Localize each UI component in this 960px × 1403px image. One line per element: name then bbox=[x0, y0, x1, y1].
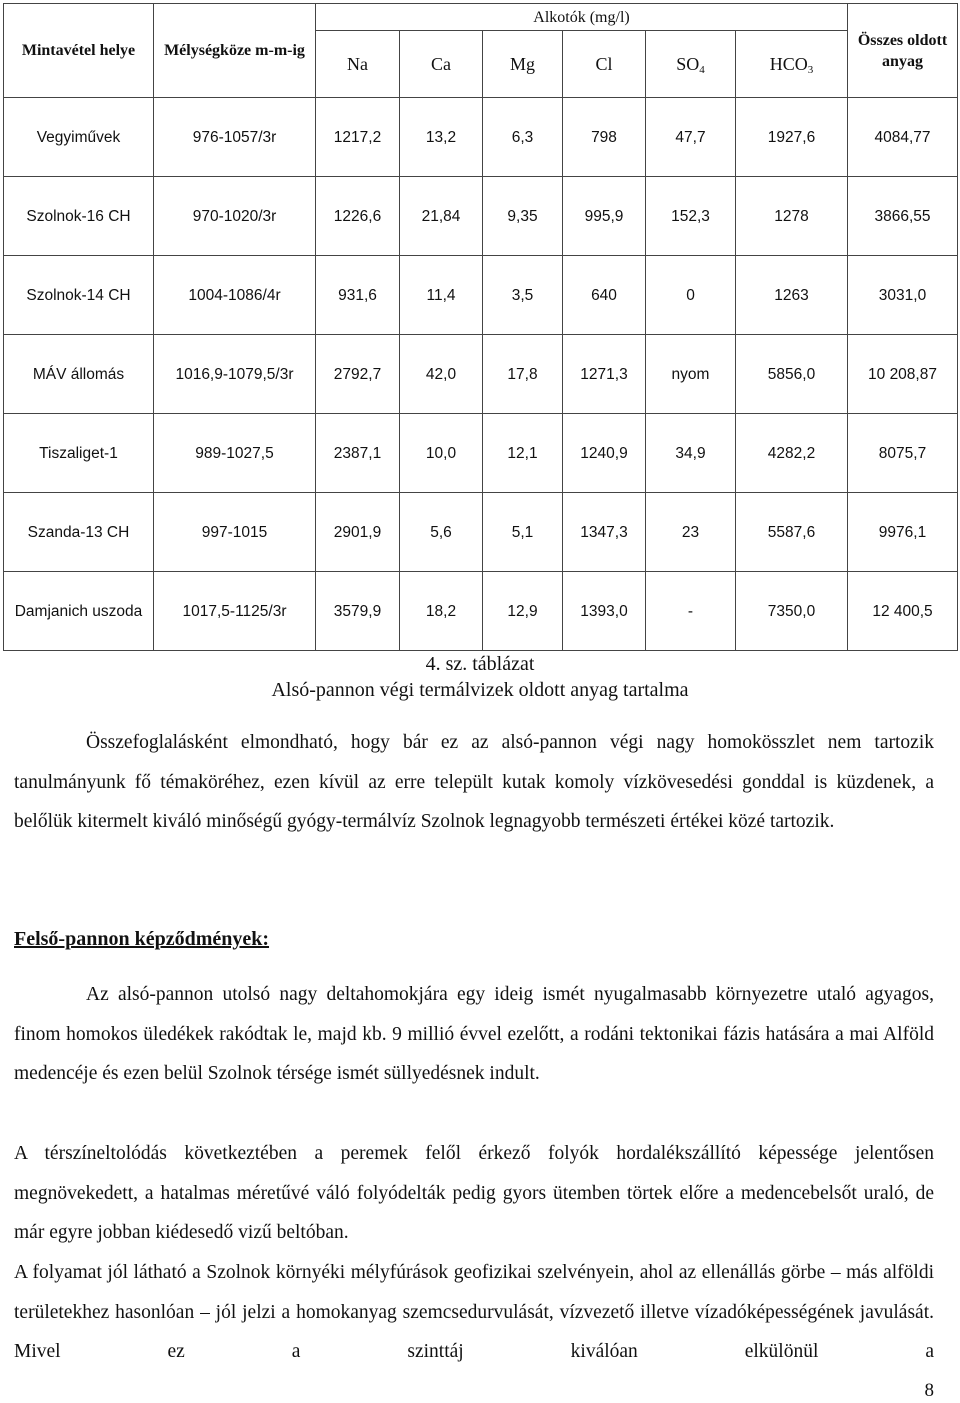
table-cell: 995,9 bbox=[563, 177, 646, 256]
table-cell: 0 bbox=[646, 256, 736, 335]
cell-location: Tiszaliget-1 bbox=[4, 414, 154, 493]
table-cell: 5,1 bbox=[483, 493, 563, 572]
table-cell: 1271,3 bbox=[563, 335, 646, 414]
table-cell: 3,5 bbox=[483, 256, 563, 335]
paragraph-summary: Összefoglalásként elmondható, hogy bár ez az alsó-pannon végi nagy homokösszlet nem tartozik tanulmányunk fő témaköréhez, ezen kívül az erre települt kutak komoly vízkövesedési gonddal is küzdenek, a belőlük kitermelt kiváló minőségű gyógy-termálvíz Szolnok legnagyobb természeti értékei közé tartozik. bbox=[14, 732, 934, 832]
table-cell: 12 400,5 bbox=[848, 572, 958, 651]
cell-location: Szolnok-14 CH bbox=[4, 256, 154, 335]
table-cell: 3866,55 bbox=[848, 177, 958, 256]
paragraph-process: A folyamat jól látható a Szolnok környéki mélyfúrások geofizikai szelvényein, ahol az ellenállás görbe – más alföldi területekhez hasonlóan – jól jelzi a homokanyag szemcsedurvulását, vízvezető illetve vízadóképességének javulását. Mivel ez a szinttáj kiválóan elkülönül a bbox=[14, 1262, 934, 1362]
table-cell: 7350,0 bbox=[736, 572, 848, 651]
table-body bbox=[4, 98, 958, 651]
table-cell: 3031,0 bbox=[848, 256, 958, 335]
table-cell: 10,0 bbox=[400, 414, 483, 493]
table-cell: 1278 bbox=[736, 177, 848, 256]
table-row bbox=[4, 98, 958, 177]
paragraph-shift: A térszíneltolódás következtében a peremek felől érkező folyók hordalékszállító képessége jelentősen megnövekedett, a hatalmas méretűvé váló folyódelták pedig gyors ütemben törtek előre a medencebelsőt uraló, de már egyre jobban kiédesedő vizű beltóban. bbox=[14, 1143, 934, 1243]
table-caption-title: Alsó-pannon végi termálvizek oldott anyag tartalma bbox=[271, 679, 689, 701]
table-cell: 997-1015 bbox=[154, 493, 316, 572]
table-cell: 931,6 bbox=[316, 256, 400, 335]
table-caption-number: 4. sz. táblázat bbox=[425, 653, 535, 675]
table-cell: 1004-1086/4r bbox=[154, 256, 316, 335]
table-row bbox=[4, 572, 958, 651]
table-cell: 13,2 bbox=[400, 98, 483, 177]
header-total-dissolved: Összes oldott anyag bbox=[848, 4, 958, 98]
table-row bbox=[4, 414, 958, 493]
table-cell: 1263 bbox=[736, 256, 848, 335]
cell-location: MÁV állomás bbox=[4, 335, 154, 414]
page-number: 8 bbox=[924, 1380, 934, 1401]
table-cell: 9976,1 bbox=[848, 493, 958, 572]
table-cell: 12,9 bbox=[483, 572, 563, 651]
paragraph-upper-pannonian: Az alsó-pannon utolsó nagy deltahomokjára egy ideig ismét nyugalmasabb környezetre utaló agyagos, finom homokos üledékek rakódtak le, majd kb. 9 millió évvel ezelőtt, a rodáni tektonikai fázis hatására a mai Alföld medencéje és ezen belül Szolnok térsége ismét süllyedésnek indult. bbox=[14, 984, 934, 1084]
table-row bbox=[4, 335, 958, 414]
table-cell: 42,0 bbox=[400, 335, 483, 414]
table-row bbox=[4, 493, 958, 572]
table-cell: 17,8 bbox=[483, 335, 563, 414]
table-cell: 23 bbox=[646, 493, 736, 572]
table-cell: 1017,5-1125/3r bbox=[154, 572, 316, 651]
table-cell: 9,35 bbox=[483, 177, 563, 256]
table-cell: 8075,7 bbox=[848, 414, 958, 493]
table-cell: 2387,1 bbox=[316, 414, 400, 493]
cell-location: Szolnok-16 CH bbox=[4, 177, 154, 256]
header-depth: Mélységköze m-m-ig bbox=[154, 4, 316, 98]
table-cell: 1347,3 bbox=[563, 493, 646, 572]
table-cell: 3579,9 bbox=[316, 572, 400, 651]
table-cell: 970-1020/3r bbox=[154, 177, 316, 256]
table-cell: 2792,7 bbox=[316, 335, 400, 414]
table-cell: 798 bbox=[563, 98, 646, 177]
table-cell: 152,3 bbox=[646, 177, 736, 256]
table-cell: 11,4 bbox=[400, 256, 483, 335]
water-analysis-table bbox=[3, 3, 958, 651]
header-so4: $SO_4$ bbox=[646, 31, 736, 98]
table-cell: 1927,6 bbox=[736, 98, 848, 177]
table-cell: 1217,2 bbox=[316, 98, 400, 177]
cell-location: Damjanich uszoda bbox=[4, 572, 154, 651]
table-cell: nyom bbox=[646, 335, 736, 414]
table-row bbox=[4, 177, 958, 256]
table-cell: 5856,0 bbox=[736, 335, 848, 414]
header-components: Alkotók (mg/l) bbox=[316, 4, 848, 31]
table-cell: 1226,6 bbox=[316, 177, 400, 256]
header-ca: Ca bbox=[400, 31, 483, 98]
table-cell: 640 bbox=[563, 256, 646, 335]
table-cell: 2901,9 bbox=[316, 493, 400, 572]
table-cell: 5,6 bbox=[400, 493, 483, 572]
table-cell: - bbox=[646, 572, 736, 651]
table-cell: 34,9 bbox=[646, 414, 736, 493]
table-cell: 21,84 bbox=[400, 177, 483, 256]
cell-location: Szanda-13 CH bbox=[4, 493, 154, 572]
table-cell: 4084,77 bbox=[848, 98, 958, 177]
header-mg: Mg bbox=[483, 31, 563, 98]
header-location: Mintavétel helye bbox=[4, 4, 154, 98]
table-cell: 1016,9-1079,5/3r bbox=[154, 335, 316, 414]
table-cell: 976-1057/3r bbox=[154, 98, 316, 177]
table-cell: 1393,0 bbox=[563, 572, 646, 651]
table-cell: 6,3 bbox=[483, 98, 563, 177]
table-cell: 12,1 bbox=[483, 414, 563, 493]
table-cell: 4282,2 bbox=[736, 414, 848, 493]
header-na: Na bbox=[316, 31, 400, 98]
header-hco3: $HCO_3$ bbox=[736, 31, 848, 98]
table-cell: 47,7 bbox=[646, 98, 736, 177]
table-cell: 10 208,87 bbox=[848, 335, 958, 414]
table-cell: 18,2 bbox=[400, 572, 483, 651]
table-row bbox=[4, 256, 958, 335]
section-heading: Felső-pannon képződmények: bbox=[14, 928, 270, 950]
header-cl: Cl bbox=[563, 31, 646, 98]
cell-location: Vegyiművek bbox=[4, 98, 154, 177]
table-cell: 5587,6 bbox=[736, 493, 848, 572]
table-cell: 1240,9 bbox=[563, 414, 646, 493]
table-cell: 989-1027,5 bbox=[154, 414, 316, 493]
